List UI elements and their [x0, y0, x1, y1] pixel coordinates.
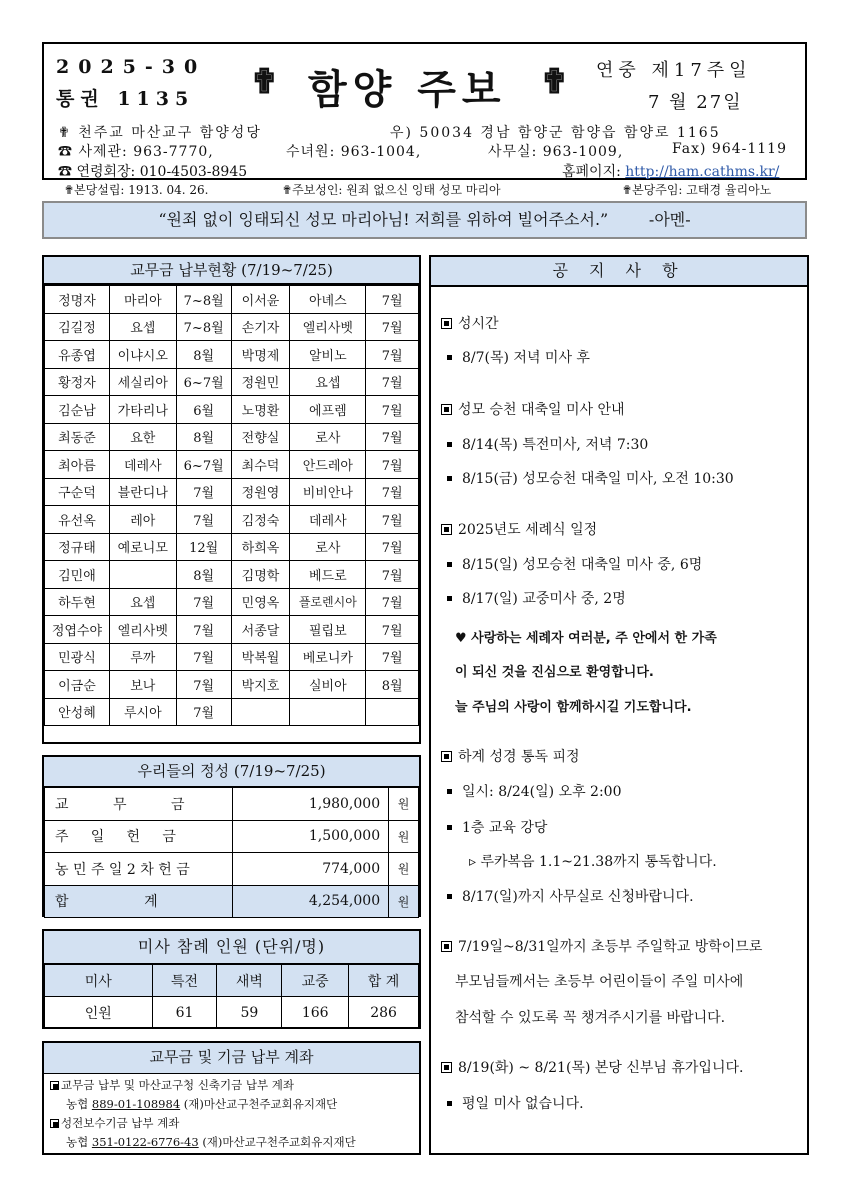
notice-item: 8/14(목) 특전미사, 저녁 7:30	[447, 434, 648, 454]
currency-unit: 원	[389, 885, 419, 918]
baptismal-name: 비비안나	[290, 478, 366, 506]
bullet-icon	[447, 476, 452, 481]
currency-unit: 원	[389, 853, 419, 886]
mass-header: 교중	[282, 965, 349, 997]
paid-months: 7~8월	[176, 286, 231, 314]
dues-row	[45, 478, 419, 506]
offering-label: 교 무 금	[45, 788, 233, 821]
member-name: 황정자	[45, 368, 110, 396]
phone-line: ☎ 사제관: 963-7770,	[58, 144, 214, 160]
homepage-link[interactable]: http://ham.cathms.kr/	[625, 164, 780, 180]
paid-months: 7월	[366, 561, 419, 589]
member-name: 전향실	[231, 423, 290, 451]
baptismal-name: 마리아	[109, 286, 176, 314]
welcome-message: ♥ 사랑하는 세례자 여러분, 주 안에서 한 가족	[455, 631, 717, 646]
baptismal-name: 요셉	[109, 588, 176, 616]
notice-item: 평일 미사 없습니다.	[447, 1093, 584, 1113]
volume-number: 통권 1135	[56, 88, 195, 110]
paid-months: 6월	[176, 396, 231, 424]
paid-months: 7월	[366, 616, 419, 644]
parish-line: ✟ 천주교 마산교구 함양성당	[58, 125, 262, 141]
paid-months: 7월	[366, 478, 419, 506]
paid-months: 8월	[176, 561, 231, 589]
checkbox-icon	[50, 1119, 59, 1128]
bullet-icon	[447, 596, 452, 601]
baptismal-name: 데레사	[109, 451, 176, 479]
member-name: 민영옥	[231, 588, 290, 616]
convent-phone: 수녀원: 963-1004,	[286, 144, 422, 160]
accounts-section	[42, 1041, 421, 1155]
paid-months: 7월	[176, 616, 231, 644]
mass-row-label: 인원	[45, 997, 153, 1029]
notice-heading: 하계 성경 통독 피정	[441, 746, 580, 766]
member-name: 정원민	[231, 368, 290, 396]
paid-months: 7월	[176, 643, 231, 671]
liturgical-week: 연중 제17주일	[596, 60, 752, 81]
account-desc: 교무금 납부 및 마산교구청 신축기금 납부 계좌	[44, 1076, 419, 1095]
office-phone: 사무실: 963-1009,	[488, 144, 624, 160]
paid-months: 7월	[366, 533, 419, 561]
paid-months: 12월	[176, 533, 231, 561]
notice-heading: 성시간	[441, 313, 499, 333]
bulletin-title: 함양 주보	[308, 67, 507, 113]
offering-row	[45, 885, 419, 918]
dues-table	[44, 285, 419, 726]
paid-months: 7월	[176, 478, 231, 506]
paid-months: 8월	[366, 671, 419, 699]
baptismal-name	[109, 561, 176, 589]
mass-table	[44, 964, 419, 1029]
baptismal-name: 가타리나	[109, 396, 176, 424]
mass-count: 61	[152, 997, 217, 1029]
member-name: 이금순	[45, 671, 110, 699]
baptismal-name: 알비노	[290, 341, 366, 369]
member-name: 김순남	[45, 396, 110, 424]
mass-header: 미사	[45, 965, 153, 997]
bulletin-header	[42, 42, 807, 180]
member-name: 박명제	[231, 341, 290, 369]
baptismal-name: 요셉	[109, 313, 176, 341]
baptismal-name	[290, 698, 366, 726]
baptismal-name: 베로니카	[290, 643, 366, 671]
issue-number: 2025-30	[56, 56, 207, 78]
founding-date: ✟본당설립: 1913. 04. 26.	[64, 183, 209, 197]
dues-row	[45, 423, 419, 451]
homepage: 홈페이지: http://ham.cathms.kr/	[562, 164, 780, 180]
mass-attendance-section	[42, 929, 421, 1029]
dues-row	[45, 506, 419, 534]
member-name: 최수덕	[231, 451, 290, 479]
dues-row	[45, 671, 419, 699]
dues-row	[45, 643, 419, 671]
phone-icon: ☎	[58, 144, 79, 160]
baptismal-name: 로사	[290, 533, 366, 561]
member-name: 박지호	[231, 671, 290, 699]
member-name: 구순덕	[45, 478, 110, 506]
checkbox-icon	[50, 1081, 59, 1090]
mass-count: 59	[217, 997, 282, 1029]
member-name: 서종달	[231, 616, 290, 644]
paid-months: 7월	[366, 341, 419, 369]
mass-header: 합 계	[349, 965, 419, 997]
baptismal-name: 세실리아	[109, 368, 176, 396]
bullet-icon	[447, 355, 452, 360]
paid-months: 7월	[176, 588, 231, 616]
mass-header: 새벽	[217, 965, 282, 997]
bullet-icon	[441, 941, 452, 952]
baptismal-name: 레아	[109, 506, 176, 534]
notices-section	[429, 255, 809, 1155]
member-name: 노명환	[231, 396, 290, 424]
dues-title: 교무금 납부현황 (7/19~7/25)	[44, 257, 419, 285]
baptismal-name: 필립보	[290, 616, 366, 644]
paid-months: 7월	[176, 671, 231, 699]
paid-months	[366, 698, 419, 726]
baptismal-name: 보나	[109, 671, 176, 699]
cross-icon: ✟	[58, 125, 79, 141]
bullet-icon	[447, 825, 452, 830]
baptismal-name: 아녜스	[290, 286, 366, 314]
dues-row	[45, 286, 419, 314]
bullet-icon	[441, 751, 452, 762]
mass-count: 166	[282, 997, 349, 1029]
paid-months: 6~7월	[176, 451, 231, 479]
offering-title: 우리들의 정성 (7/19~7/25)	[44, 757, 419, 787]
dues-row	[45, 313, 419, 341]
notice-item: 8/17(일) 교중미사 중, 2명	[447, 588, 626, 608]
offering-table	[44, 787, 419, 918]
dues-row	[45, 451, 419, 479]
member-name	[231, 698, 290, 726]
mass-header-row	[45, 965, 419, 997]
bullet-icon	[447, 894, 452, 899]
welcome-message: 이 되신 것을 진심으로 환영합니다.	[455, 665, 654, 680]
paid-months: 7~8월	[176, 313, 231, 341]
notice-heading: 7/19일~8/31일까지 초등부 주일학교 방학이므로	[441, 936, 762, 956]
phone-icon: ☎	[58, 164, 77, 180]
notice-item: 8/7(목) 저녁 미사 후	[447, 347, 590, 367]
member-name: 정규태	[45, 533, 110, 561]
offering-amount: 1,980,000	[232, 788, 388, 821]
member-name: 정원영	[231, 478, 290, 506]
baptismal-name: 베드로	[290, 561, 366, 589]
baptismal-name: 에프렘	[290, 396, 366, 424]
offering-amount: 774,000	[232, 853, 388, 886]
account-detail: 농협 889-01-108984 (재)마산교구천주교회유지재단	[66, 1097, 338, 1111]
member-name: 최아름	[45, 451, 110, 479]
member-name: 최동준	[45, 423, 110, 451]
notice-heading: 2025년도 세례식 일정	[441, 519, 597, 539]
notice-item: 1층 교육 강당	[447, 817, 547, 837]
notice-item: 8/15(일) 성모승천 대축일 미사 중, 6명	[447, 554, 702, 574]
baptismal-name: 플로렌시아	[290, 588, 366, 616]
patron-saint: ✟주보성인: 원죄 없으신 잉태 성모 마리아	[282, 183, 501, 197]
dues-row	[45, 561, 419, 589]
bullet-icon	[447, 442, 452, 447]
baptismal-name: 안드레아	[290, 451, 366, 479]
cross-icon: ✟	[540, 62, 569, 102]
baptismal-name: 블란디나	[109, 478, 176, 506]
member-name: 김명학	[231, 561, 290, 589]
paid-months: 7월	[176, 506, 231, 534]
paid-months: 7월	[366, 643, 419, 671]
currency-unit: 원	[389, 788, 419, 821]
notice-heading: 성모 승천 대축일 미사 안내	[441, 399, 625, 419]
member-name: 유선옥	[45, 506, 110, 534]
offering-row	[45, 853, 419, 886]
dues-row	[45, 588, 419, 616]
member-name: 손기자	[231, 313, 290, 341]
paid-months: 7월	[176, 698, 231, 726]
paid-months: 7월	[366, 396, 419, 424]
mass-title: 미사 참례 인원 (단위/명)	[44, 931, 419, 964]
member-name: 김민애	[45, 561, 110, 589]
dues-row	[45, 368, 419, 396]
account-number: 889-01-108984	[91, 1097, 181, 1111]
paid-months: 7월	[366, 368, 419, 396]
prayer-banner: “원죄 없이 잉태되신 성모 마리아님! 저희를 위하여 빌어주소서.” -아멘-	[42, 201, 807, 239]
notice-subitem: ▹ 루카복음 1.1~21.38까지 통독합니다.	[469, 854, 717, 870]
paid-months: 8월	[176, 423, 231, 451]
member-name: 안성혜	[45, 698, 110, 726]
bullet-icon	[447, 1101, 452, 1106]
member-name: 하희옥	[231, 533, 290, 561]
paid-months: 7월	[366, 423, 419, 451]
offering-label: 주 일 헌 금	[45, 820, 233, 853]
offering-label: 농 민 주 일 2 차 헌 금	[45, 853, 233, 886]
offering-amount: 1,500,000	[232, 820, 388, 853]
notice-heading: 8/19(화) ~ 8/21(목) 본당 신부님 휴가입니다.	[441, 1057, 743, 1077]
baptismal-name: 루시아	[109, 698, 176, 726]
council-phone: ☎ 연령회장: 010-4503-8945	[58, 164, 248, 180]
baptismal-name: 요셉	[290, 368, 366, 396]
notice-text: 부모님들께서는 초등부 어린이들이 주일 미사에	[455, 974, 744, 990]
notices-title: 공 지 사 항	[431, 257, 807, 287]
bullet-icon	[441, 318, 452, 329]
offering-label: 합 계	[45, 885, 233, 918]
welcome-message: 늘 주님의 사랑이 함께하시길 기도합니다.	[455, 700, 692, 715]
pastor-name: ✟본당주임: 고태경 율리아노	[622, 183, 772, 197]
paid-months: 7월	[366, 286, 419, 314]
member-name: 민광식	[45, 643, 110, 671]
dues-row	[45, 533, 419, 561]
notice-item: 일시: 8/24(일) 오후 2:00	[447, 781, 622, 801]
dues-row	[45, 396, 419, 424]
offering-row	[45, 820, 419, 853]
account-desc: 성전보수기금 납부 계좌	[44, 1114, 419, 1133]
baptismal-name: 엘리사벳	[290, 313, 366, 341]
bullet-icon	[441, 1062, 452, 1073]
offering-section	[42, 755, 421, 917]
fax-number: Fax) 964-1119	[672, 141, 787, 157]
account-detail: 농협 351-0122-6776-43 (재)마산교구천주교회유지재단	[66, 1135, 356, 1149]
baptismal-name: 이냐시오	[109, 341, 176, 369]
parish-address: 우) 50034 경남 함양군 함양읍 함양로 1165	[390, 125, 721, 141]
notice-item: 8/15(금) 성모승천 대축일 미사, 오전 10:30	[447, 468, 734, 488]
notice-item: 8/17(일)까지 사무실로 신청바랍니다.	[447, 886, 694, 906]
baptismal-name: 요한	[109, 423, 176, 451]
member-name: 유종엽	[45, 341, 110, 369]
offering-amount: 4,254,000	[232, 885, 388, 918]
parish-info-line	[42, 180, 807, 198]
currency-unit: 원	[389, 820, 419, 853]
baptismal-name: 데레사	[290, 506, 366, 534]
baptismal-name: 루까	[109, 643, 176, 671]
bullet-icon	[447, 562, 452, 567]
dues-section	[42, 255, 421, 744]
offering-row	[45, 788, 419, 821]
member-name: 김정숙	[231, 506, 290, 534]
bulletin-date: 7 월 27일	[648, 92, 743, 113]
member-name: 정엽수야	[45, 616, 110, 644]
account-number: 351-0122-6776-43	[91, 1135, 199, 1149]
baptismal-name: 로사	[290, 423, 366, 451]
dues-row	[45, 616, 419, 644]
member-name: 박복월	[231, 643, 290, 671]
cross-icon: ✟	[250, 62, 279, 102]
paid-months: 7월	[366, 451, 419, 479]
bullet-icon	[447, 789, 452, 794]
mass-count: 286	[349, 997, 419, 1029]
member-name: 정명자	[45, 286, 110, 314]
member-name: 하두현	[45, 588, 110, 616]
accounts-title: 교무금 및 기금 납부 계좌	[44, 1043, 419, 1074]
mass-count-row	[45, 997, 419, 1029]
paid-months: 7월	[366, 588, 419, 616]
baptismal-name: 실비아	[290, 671, 366, 699]
dues-row	[45, 341, 419, 369]
paid-months: 7월	[366, 506, 419, 534]
bullet-icon	[441, 404, 452, 415]
paid-months: 8월	[176, 341, 231, 369]
notice-text: 참석할 수 있도록 꼭 챙겨주시기를 바랍니다.	[455, 1010, 726, 1026]
paid-months: 7월	[366, 313, 419, 341]
baptismal-name: 예로니모	[109, 533, 176, 561]
member-name: 이서윤	[231, 286, 290, 314]
paid-months: 6~7월	[176, 368, 231, 396]
dues-row	[45, 698, 419, 726]
member-name: 김길정	[45, 313, 110, 341]
bullet-icon	[441, 524, 452, 535]
baptismal-name: 엘리사벳	[109, 616, 176, 644]
mass-header: 특전	[152, 965, 217, 997]
